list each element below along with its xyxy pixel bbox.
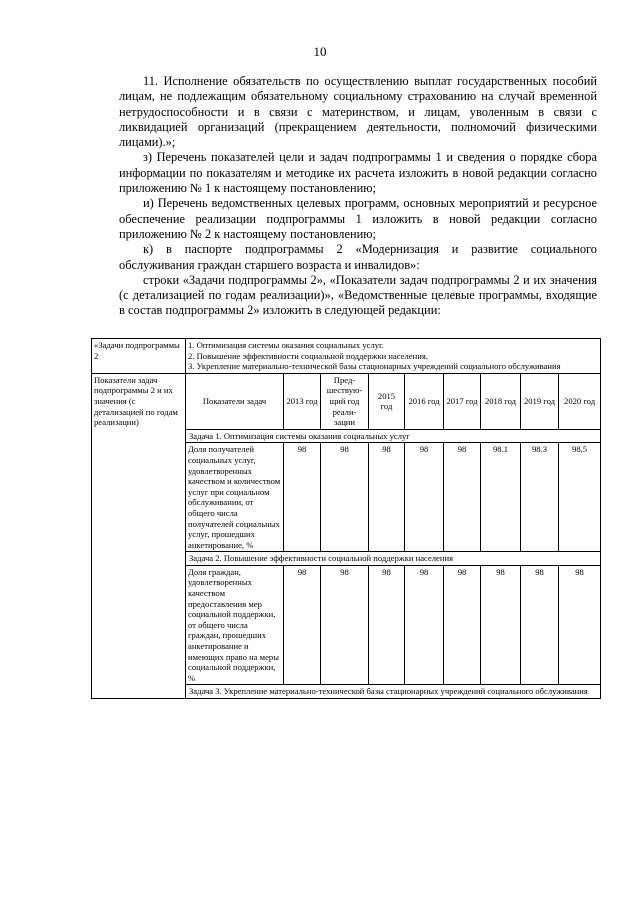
year-header: 2015 год xyxy=(369,373,405,429)
indicator-value: 98 xyxy=(284,443,321,552)
indicator-value: 98 xyxy=(321,443,369,552)
task-1-title: Задача 1. Оптимизация системы оказания социальных услуг xyxy=(186,429,601,443)
year-header: 2020 год xyxy=(559,373,601,429)
indicator-value: 98 xyxy=(284,565,321,685)
paragraph: строки «Задачи подпрограммы 2», «Показатели задач подпрограммы 2 и их значения (с детализацией по годам реализации)», «Ведомственные целевые программы, входящие в состав подпрограммы 2» изложить в следующей редакции: xyxy=(119,272,597,318)
year-header: Пред-шествую-щий год реали-зации xyxy=(321,373,369,429)
year-header: 2017 год xyxy=(444,373,481,429)
indicator-value: 98 xyxy=(405,565,444,685)
year-header: 2019 год xyxy=(521,373,559,429)
tasks-row-label: «Задачи подпрограммы 2 xyxy=(92,339,186,374)
indicator-column-header: Показатели задач xyxy=(186,373,284,429)
indicator-value: 98 xyxy=(444,565,481,685)
indicator-value: 98 xyxy=(405,443,444,552)
task-item: 3. Укрепление материально-технической базы стационарных учреждений социального обслуживания xyxy=(188,361,561,372)
indicators-row-label: Показатели задач подпрограммы 2 и их значения (с детализацией по годам реализации) xyxy=(92,373,186,698)
indicator-1-name: Доля получателей социальных услуг, удовлетворенных качеством и количеством услуг при социальном обслуживании, от общего числа получателей социальных услуг, прошедших анкетирование, % xyxy=(186,443,284,552)
indicator-value: 98 xyxy=(369,565,405,685)
tasks-list xyxy=(186,339,601,374)
task-item: 2. Повышение эффективности социальной поддержки населения. xyxy=(188,350,428,361)
year-header: 2018 год xyxy=(481,373,521,429)
year-header: 2013 год xyxy=(284,373,321,429)
indicator-value: 98 xyxy=(559,565,601,685)
paragraph: 11. Исполнение обязательств по осуществлению выплат государственных пособий лицам, не подлежащим обязательному социальному страхованию на случай временной нетрудоспособности и в связи с материнством, и лицам, уволенным в связи с ликвидацией организаций (прекращением деятельности, полномочий физическими лицами).»; xyxy=(119,74,597,150)
task-item: 1. Оптимизация системы оказания социальных услуг. xyxy=(188,340,384,350)
paragraph: и) Перечень ведомственных целевых программ, основных мероприятий и ресурсное обеспечение реализации подпрограммы 1 изложить в новой редакции согласно приложению № 2 к настоящему постановлению; xyxy=(119,196,597,241)
task-3-title: Задача 3. Укрепление материально-технической базы стационарных учреждений социального обслуживания xyxy=(186,685,601,699)
indicator-value: 98 xyxy=(369,443,405,552)
indicator-value: 98.3 xyxy=(521,443,559,552)
indicator-2-name: Доля граждан, удовлетворенных качеством предоставления мер социальной поддержки, от общего числа граждан, прошедших анкетирование и имеющих право на меры социальной поддержки, % xyxy=(186,565,284,685)
indicator-value: 98 xyxy=(321,565,369,685)
year-header: 2016 год xyxy=(405,373,444,429)
paragraph: к) в паспорте подпрограммы 2 «Модернизация и развитие социального обслуживания граждан старшего возраста и инвалидов»: xyxy=(119,242,597,272)
paragraph: з) Перечень показателей цели и задач подпрограммы 1 и сведения о порядке сбора информации по показателям и методике их расчета изложить в новой редакции согласно приложению № 1 к настоящему постановлению; xyxy=(119,150,597,196)
task-2-title: Задача 2. Повышение эффективности социальной поддержки населения xyxy=(186,552,601,566)
tasks-row xyxy=(92,339,601,374)
indicator-value: 98 xyxy=(444,443,481,552)
body-text xyxy=(119,74,597,319)
indicator-value: 98 xyxy=(521,565,559,685)
subprogram-passport-table xyxy=(91,338,601,699)
indicator-value: 98 xyxy=(481,565,521,685)
indicators-header-row xyxy=(92,373,601,429)
page-number: 10 xyxy=(313,44,327,59)
indicator-value: 98.1 xyxy=(481,443,521,552)
indicator-value: 98,5 xyxy=(559,443,601,552)
